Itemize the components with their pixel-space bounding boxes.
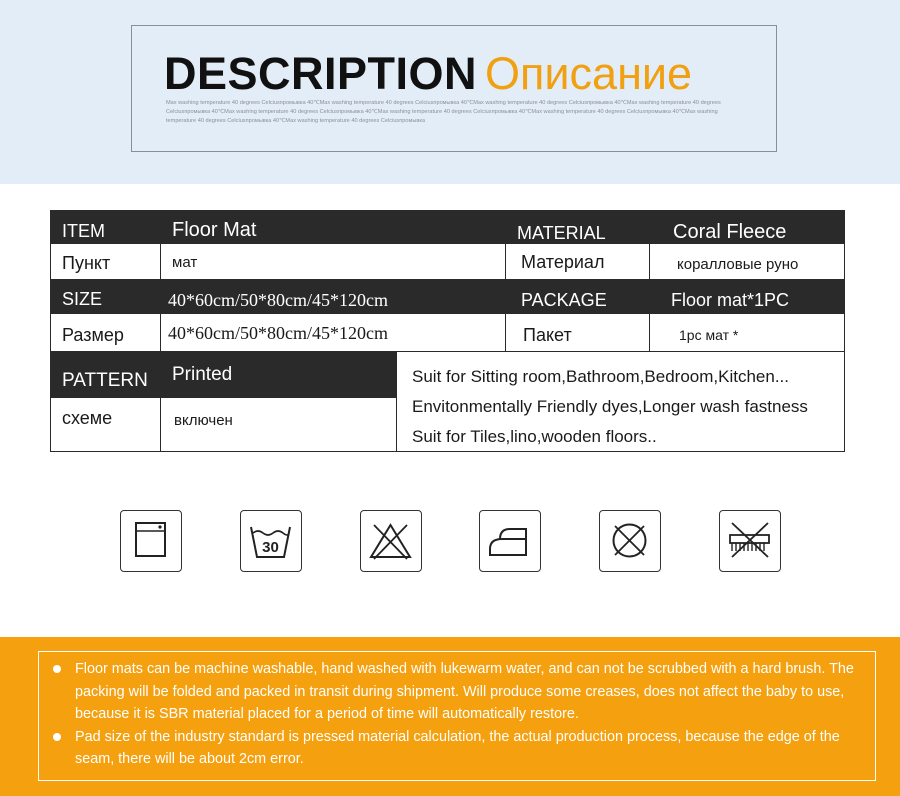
iron-icon (479, 510, 541, 572)
title-russian: Описание (485, 48, 693, 99)
item-label-ru: Пункт (50, 244, 160, 280)
material-value: Coral Fleece (649, 210, 845, 244)
wash-30-icon (240, 510, 302, 572)
bullet-icon (53, 665, 61, 673)
notes-box (38, 651, 876, 781)
note-text: Floor mats can be machine washable, hand washed with lukewarm water, and can not be scrubbed with a hard brush. The packing will be folded and packed in transit during shipment. Will produce some creases, does not affect the baby to use, because it is SBR material placed for a period of time will automatically restore. (75, 661, 854, 722)
size-value: 40*60cm/50*80cm/45*120cm (160, 280, 505, 314)
notes-band (0, 637, 900, 796)
divider (649, 210, 650, 352)
material-value-ru: коралловые руно (649, 244, 845, 280)
feature-item: Envitonmentally Friendly dyes,Longer wash fastness (412, 397, 808, 416)
divider (50, 351, 845, 352)
note-item (75, 726, 863, 771)
package-value: Floor mat*1PC (649, 280, 845, 314)
item-value-ru: мат (160, 244, 505, 280)
features-list (396, 352, 844, 451)
do-not-dry-clean-icon (599, 510, 661, 572)
bullet-icon (53, 733, 61, 741)
machine-wash-icon (120, 510, 182, 572)
divider (160, 210, 161, 452)
title-box (131, 25, 777, 152)
divider (396, 352, 397, 452)
pattern-label: PATTERN (50, 352, 160, 398)
pattern-value-ru: включен (160, 398, 396, 451)
title-english: DESCRIPTION (164, 48, 478, 99)
size-value-ru: 40*60cm/50*80cm/45*120cm (160, 314, 505, 352)
note-item (75, 658, 863, 726)
material-label-ru: Материал (505, 244, 649, 280)
feature-item: Suit for Sitting room,Bathroom,Bedroom,Kitchen... (412, 367, 790, 386)
size-label: SIZE (50, 280, 160, 314)
divider (505, 210, 506, 352)
pattern-value: Printed (160, 352, 396, 398)
title-subtext: Max washing temperature 40 degrees Celciusпромывка 40℃Max washing temperature 40 degrees Celciusпромывка 40℃Max washing temperature 40 degrees Celciusпромывка 40℃Max washing temperature 40 degrees Celciusпромывка 40℃Max washing temperature 40 degrees Celciusпромывка 40℃Max washing temperature 40 degrees Celciusпромывка 40℃Max washing temperature 40 degrees Celciusпромывка 40℃Max washing temperature 40 degrees Celciusпромывка 40℃Max washing temperature 40 degrees Celciusпромывка (166, 100, 721, 124)
feature-item: Suit for Tiles,lino,wooden floors.. (412, 427, 657, 446)
material-label: MATERIAL (505, 210, 649, 244)
package-label: PACKAGE (505, 280, 649, 314)
item-label: ITEM (50, 210, 160, 244)
do-not-bleach-icon (360, 510, 422, 572)
wash-temp-label: 30 (262, 539, 279, 556)
header-band (0, 0, 900, 184)
package-label-ru: Пакет (505, 314, 649, 352)
spec-table (50, 210, 845, 452)
size-label-ru: Размер (50, 314, 160, 352)
page-title (164, 48, 692, 100)
item-value: Floor Mat (160, 210, 505, 244)
note-text: Pad size of the industry standard is pressed material calculation, the actual production process, because the edge of the seam, there will be about 2cm error. (75, 728, 840, 767)
pattern-label-ru: схеме (50, 398, 160, 451)
care-icons-row (0, 510, 900, 572)
do-not-brush-icon (719, 510, 781, 572)
package-value-ru: 1pc мат * (649, 314, 845, 352)
divider (50, 279, 845, 280)
